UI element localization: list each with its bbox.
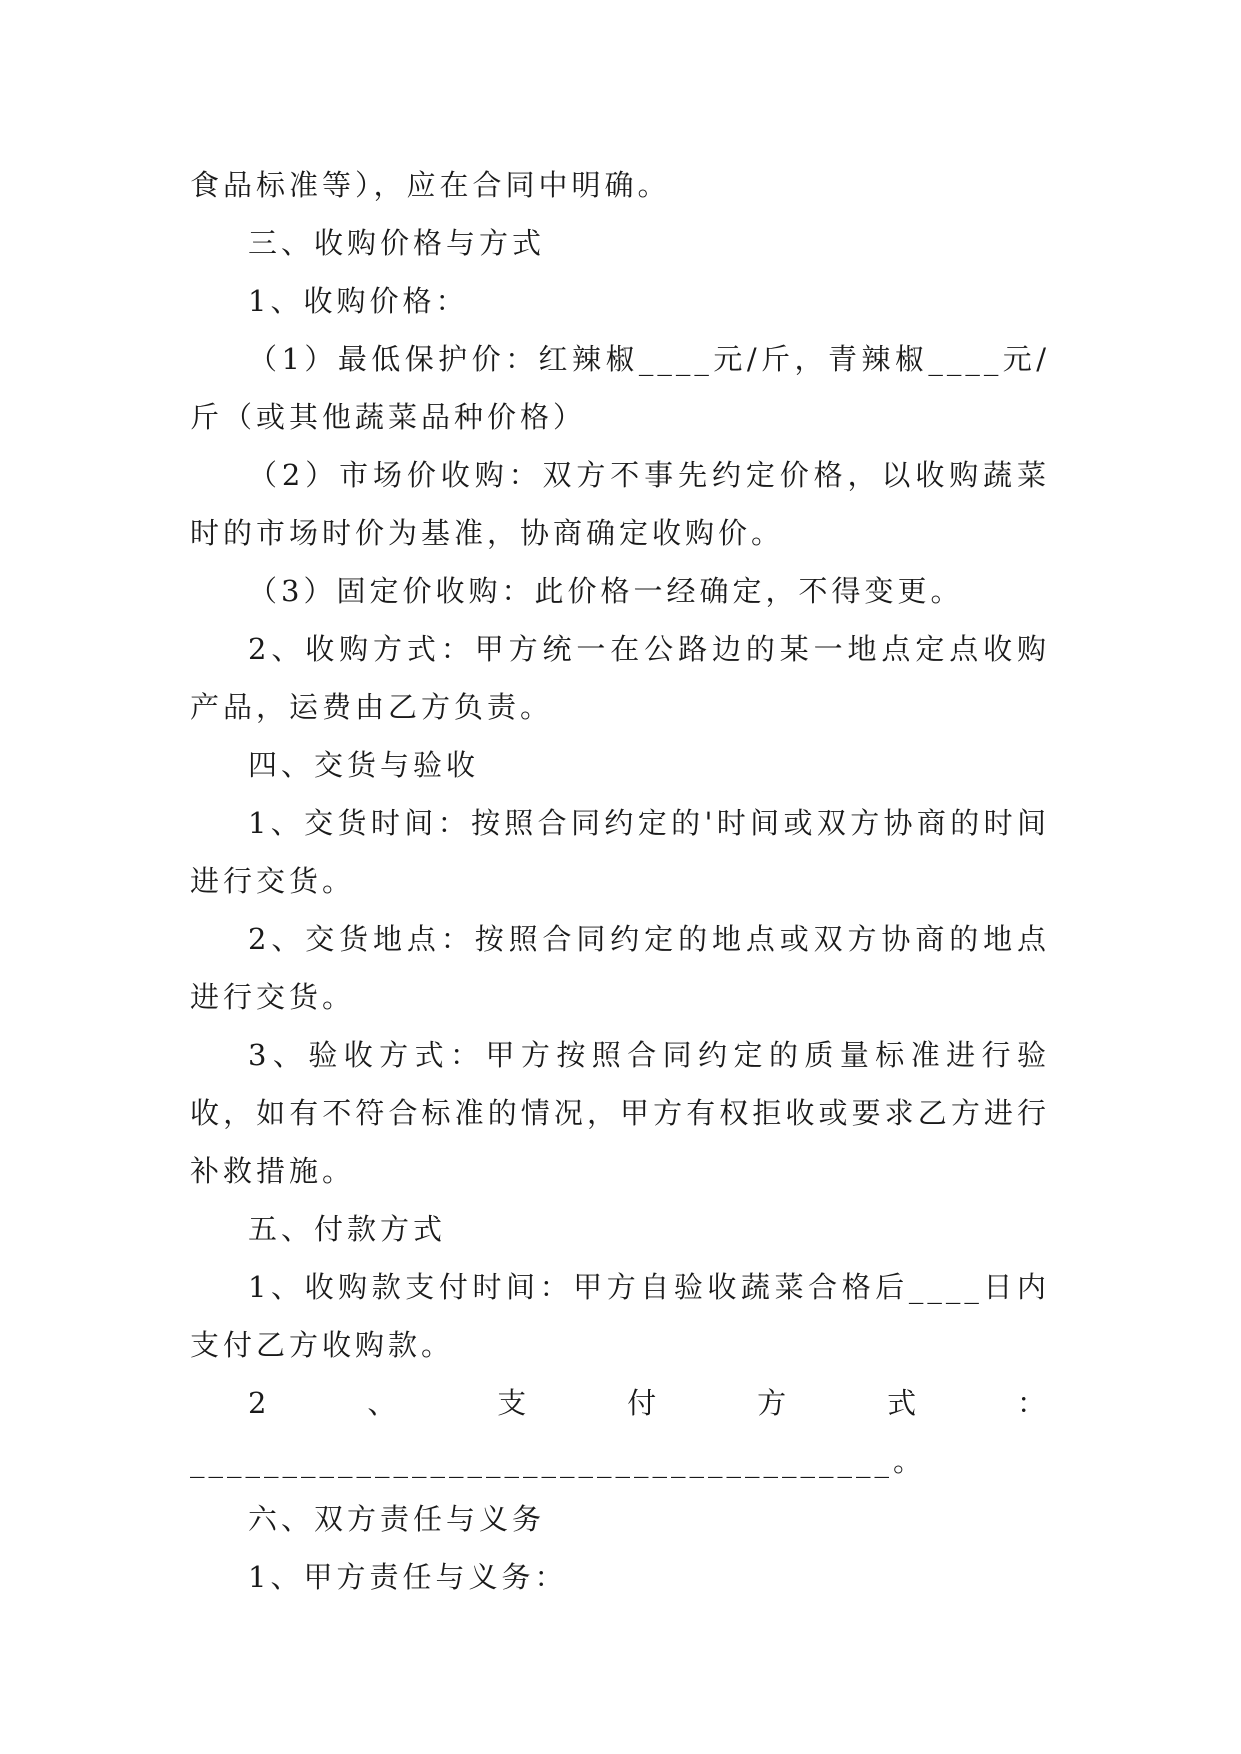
clause-purchase-method: 2、收购方式：甲方统一在公路边的某一地点定点收购产品，运费由乙方负责。 bbox=[190, 632, 1050, 724]
clause-inspection: 3、验收方式：甲方按照合同约定的质量标准进行验收，如有不符合标准的情况，甲方有权拒收或要求乙方进行补救措施。 bbox=[190, 1038, 1050, 1188]
section-heading-responsibilities: 六、双方责任与义务 bbox=[248, 1502, 546, 1536]
clause-delivery-place: 2、交货地点：按照合同约定的地点或双方协商的地点进行交货。 bbox=[190, 922, 1050, 1014]
section-heading-payment: 五、付款方式 bbox=[248, 1212, 447, 1246]
clause-purchase-price: 1、收购价格： bbox=[248, 284, 469, 318]
document-page bbox=[190, 156, 1050, 1606]
clause-party-a-duties: 1、甲方责任与义务： bbox=[248, 1560, 568, 1594]
clause-market-price: （2）市场价收购：双方不事先约定价格，以收购蔬菜时的市场时价为基准，协商确定收购价。 bbox=[190, 458, 1050, 550]
clause-delivery-time: 1、交货时间：按照合同约定的'时间或双方协商的时间进行交货。 bbox=[190, 806, 1050, 898]
clause-minimum-price: （1）最低保护价：红辣椒____元/斤，青辣椒____元/斤（或其他蔬菜品种价格） bbox=[190, 342, 1050, 434]
paragraph-continuation: 食品标准等），应在合同中明确。 bbox=[190, 168, 671, 202]
section-heading-delivery: 四、交货与验收 bbox=[248, 748, 480, 782]
clause-payment-method: 2、支付方式：______________________________________。 bbox=[190, 1386, 1050, 1478]
clause-payment-time: 1、收购款支付时间：甲方自验收蔬菜合格后____日内支付乙方收购款。 bbox=[190, 1270, 1050, 1362]
clause-fixed-price: （3）固定价收购：此价格一经确定，不得变更。 bbox=[248, 574, 964, 608]
section-heading-price: 三、收购价格与方式 bbox=[248, 226, 546, 260]
